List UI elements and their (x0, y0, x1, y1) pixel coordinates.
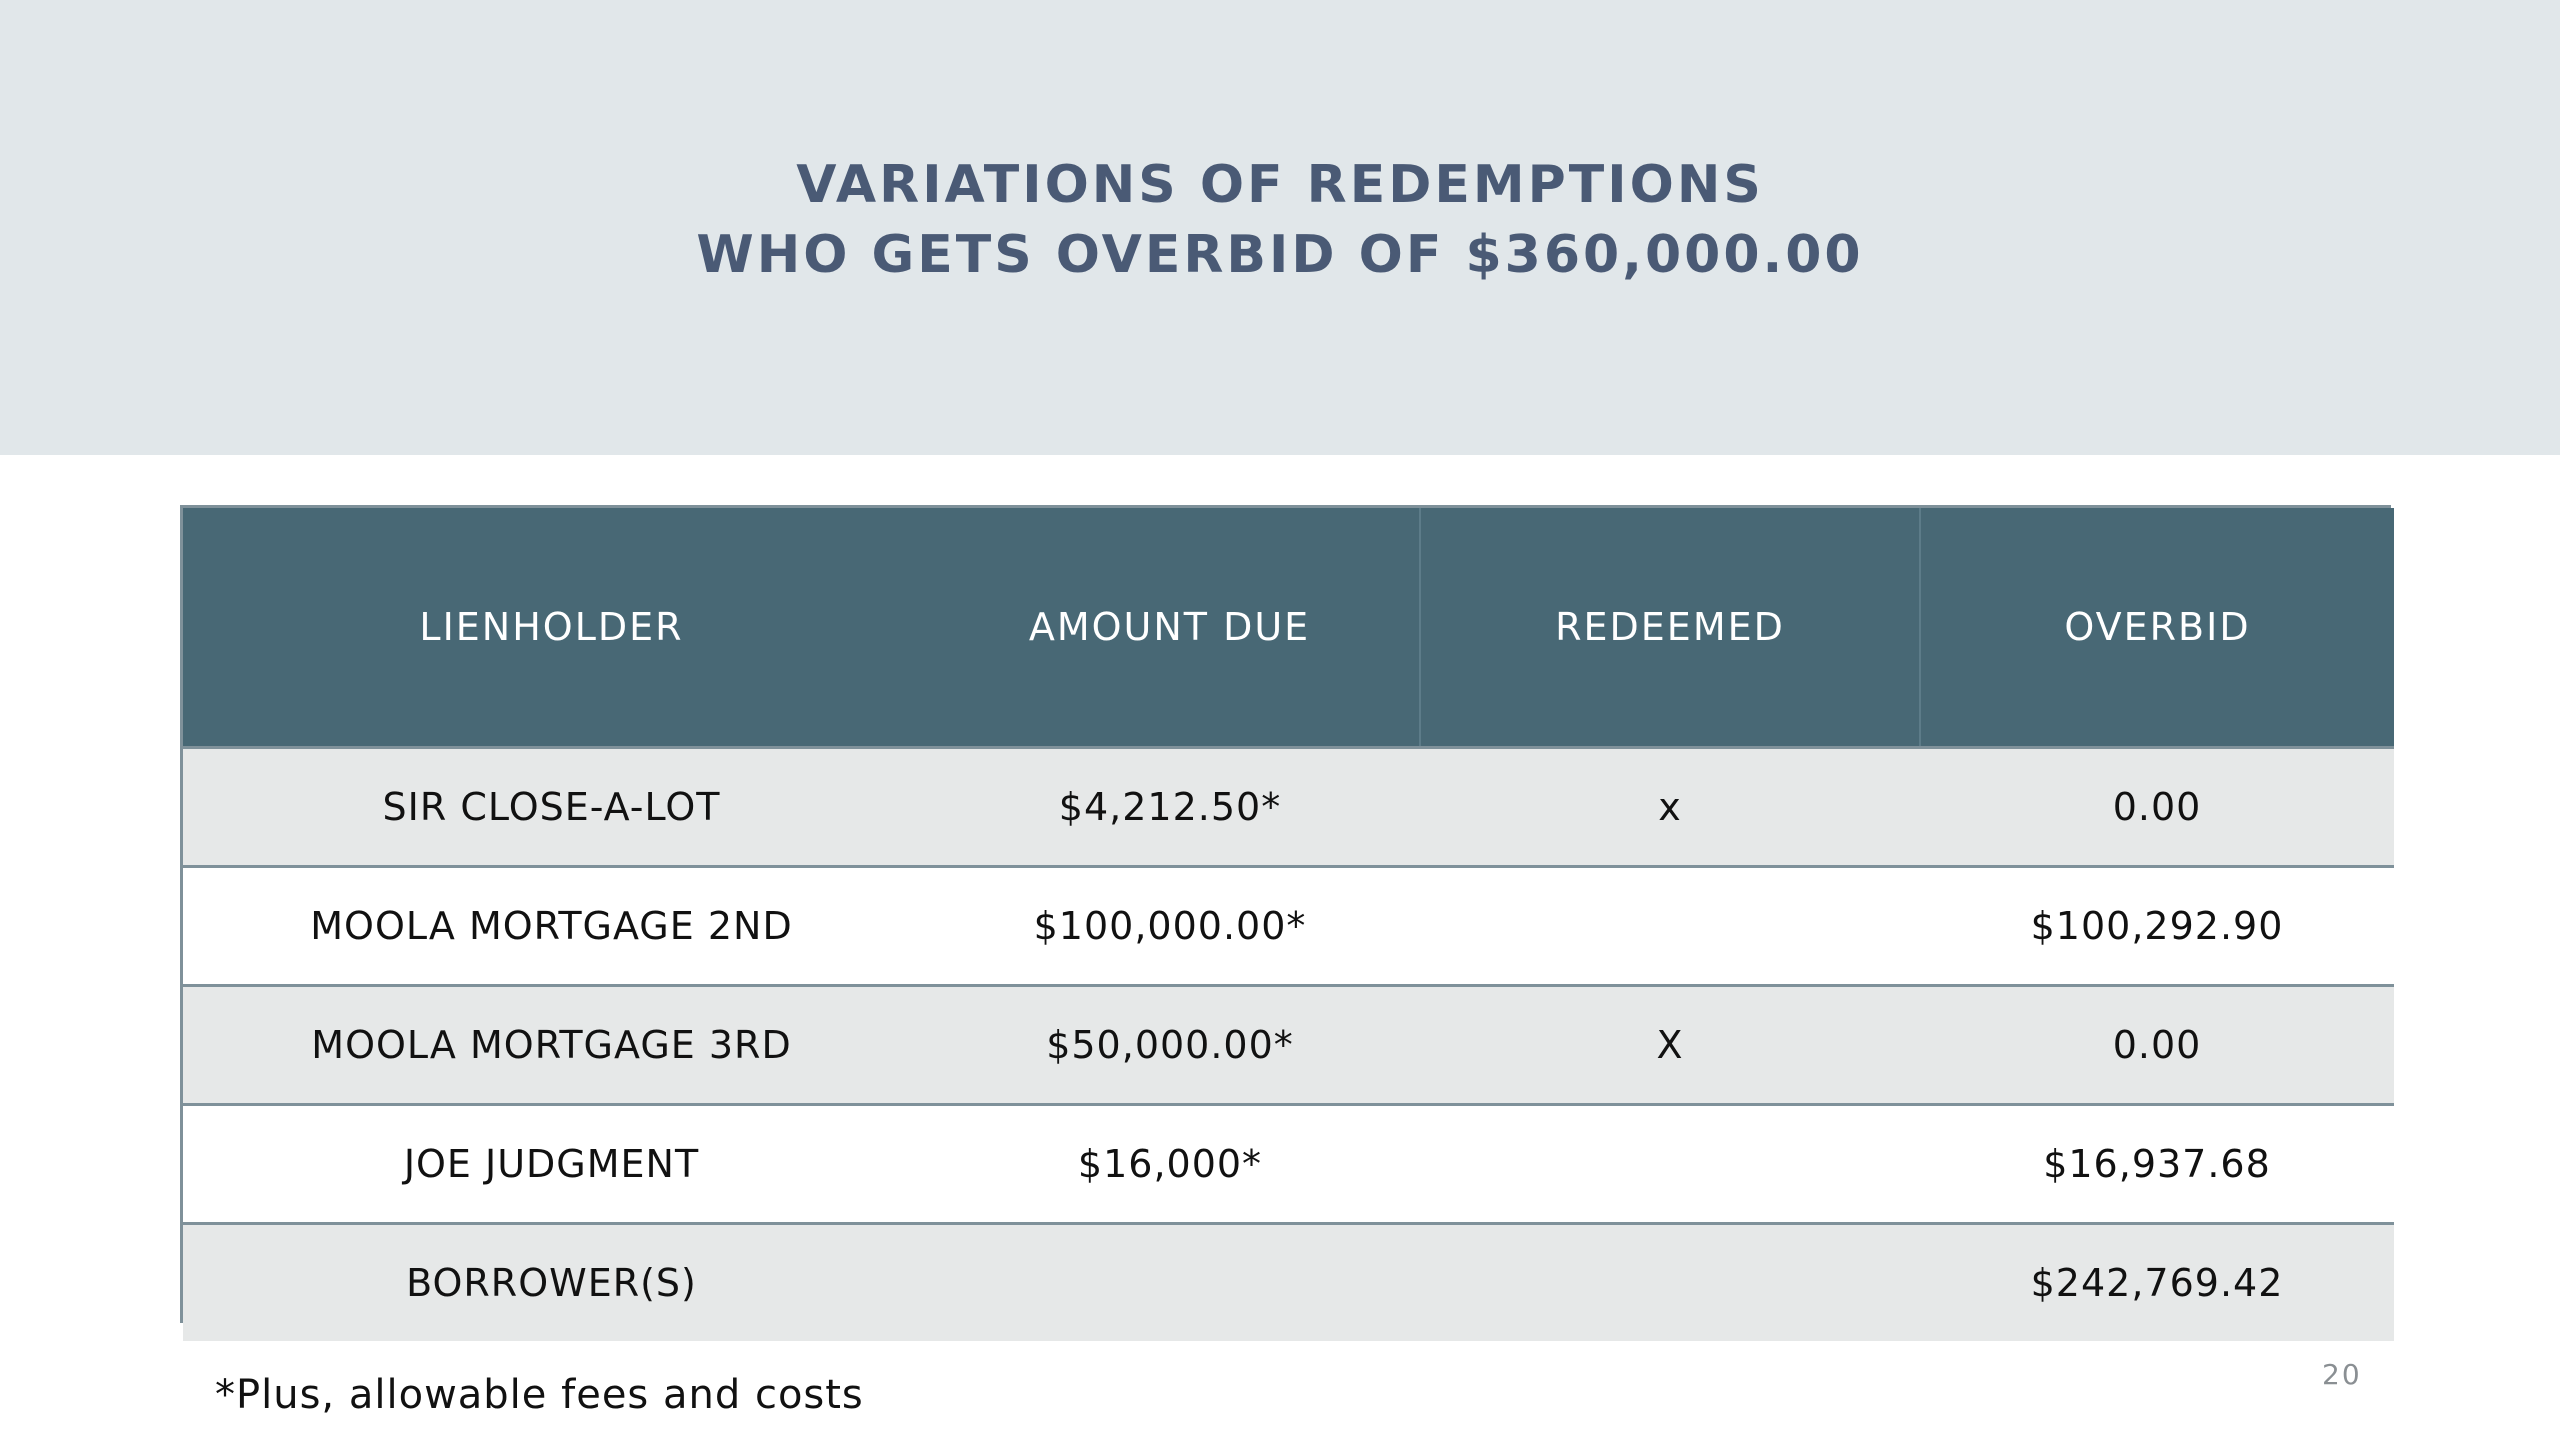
table-header-row (183, 508, 2394, 748)
cell-lienholder: MOOLA MORTGAGE 3RD (183, 986, 920, 1105)
cell-overbid: 0.00 (1920, 986, 2394, 1105)
cell-overbid: $242,769.42 (1920, 1224, 2394, 1342)
cell-amount-due: $50,000.00* (920, 986, 1420, 1105)
slide-title (0, 150, 2560, 290)
cell-redeemed (1420, 1105, 1920, 1224)
cell-overbid: $16,937.68 (1920, 1105, 2394, 1224)
cell-amount-due: $100,000.00* (920, 867, 1420, 986)
cell-lienholder: JOE JUDGMENT (183, 1105, 920, 1224)
table-row (183, 867, 2394, 986)
header-overbid: OVERBID (1920, 508, 2394, 748)
title-line-2: WHO GETS OVERBID OF $360,000.00 (696, 225, 1864, 285)
table-row (183, 1224, 2394, 1342)
overbid-table (183, 508, 2394, 1341)
table-row (183, 1105, 2394, 1224)
header-lienholder: LIENHOLDER (183, 508, 920, 748)
table-row (183, 748, 2394, 867)
cell-lienholder: MOOLA MORTGAGE 2ND (183, 867, 920, 986)
cell-redeemed: x (1420, 748, 1920, 867)
header-amount-due: AMOUNT DUE (920, 508, 1420, 748)
cell-redeemed (1420, 867, 1920, 986)
cell-amount-due (920, 1224, 1420, 1342)
cell-overbid: 0.00 (1920, 748, 2394, 867)
cell-redeemed (1420, 1224, 1920, 1342)
title-line-1: VARIATIONS OF REDEMPTIONS (796, 155, 1764, 215)
lienholder-table (180, 505, 2391, 1323)
table-row (183, 986, 2394, 1105)
page-number: 20 (2322, 1358, 2362, 1391)
cell-lienholder: BORROWER(S) (183, 1224, 920, 1342)
cell-overbid: $100,292.90 (1920, 867, 2394, 986)
header-redeemed: REDEEMED (1420, 508, 1920, 748)
cell-lienholder: SIR CLOSE-A-LOT (183, 748, 920, 867)
footnote: *Plus, allowable fees and costs (215, 1372, 864, 1418)
cell-redeemed: X (1420, 986, 1920, 1105)
cell-amount-due: $4,212.50* (920, 748, 1420, 867)
cell-amount-due: $16,000* (920, 1105, 1420, 1224)
